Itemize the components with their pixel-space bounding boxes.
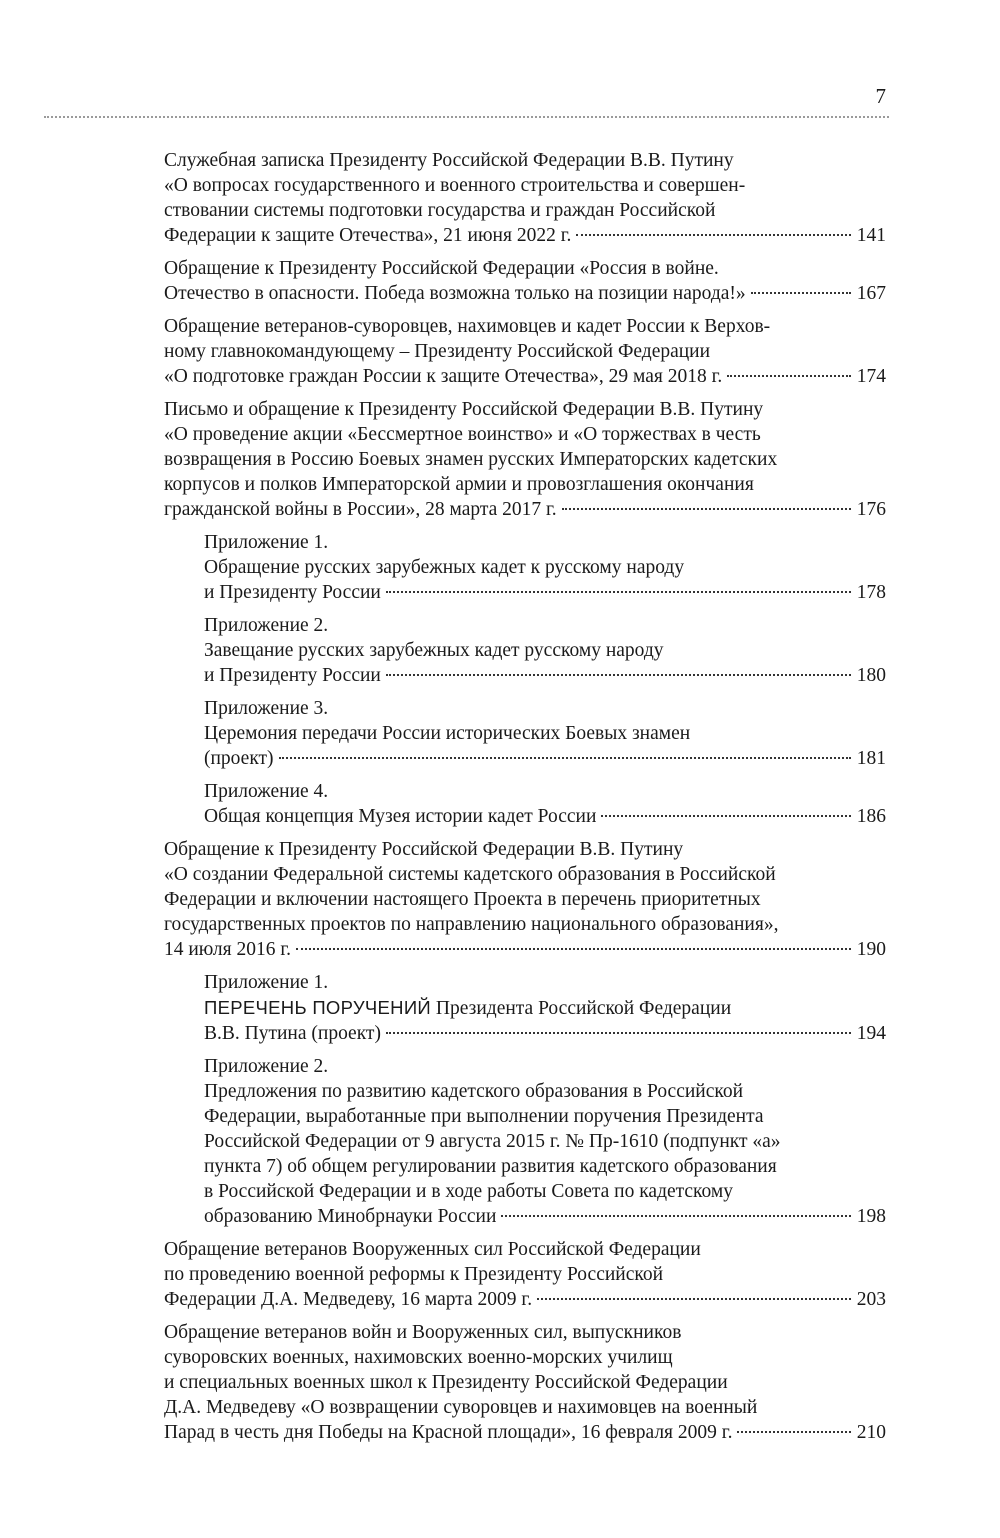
- toc-entry[interactable]: [164, 397, 886, 522]
- entry-line: Обращение русских зарубежных кадет к русскому народу: [204, 557, 685, 578]
- toc-subentry[interactable]: [204, 779, 886, 829]
- toc-entry[interactable]: [164, 837, 886, 962]
- entry-line: Общая концепция Музея истории кадет России: [204, 806, 597, 827]
- entry-last-line: [204, 663, 886, 688]
- dot-leader: [386, 1032, 851, 1034]
- entry-line: в Российской Федерации и в ходе работы Совета по кадетскому: [204, 1181, 734, 1202]
- dot-leader: [296, 948, 851, 950]
- entry-line: Служебная записка Президенту Российской Федерации В.В. Путину: [164, 150, 734, 171]
- entry-line: Предложения по развитию кадетского образования в Российской: [204, 1081, 744, 1102]
- emphasized-title: ПЕРЕЧЕНЬ ПОРУЧЕНИЙ: [204, 997, 432, 1018]
- page-ref: 141: [856, 225, 886, 246]
- page-ref: 210: [856, 1422, 886, 1443]
- dot-leader: [727, 375, 850, 377]
- page-ref: 180: [856, 665, 886, 686]
- entry-line: Обращение ветеранов Вооруженных сил Российской Федерации: [164, 1239, 701, 1260]
- entry-line: Приложение 3.: [204, 698, 329, 719]
- entry-line: Д.А. Медведеву «О возвращении суворовцев и нахимовцев на военный: [164, 1397, 758, 1418]
- toc-subentry[interactable]: [204, 970, 886, 1046]
- entry-last-line: [164, 1287, 886, 1312]
- toc-entry[interactable]: [164, 1237, 886, 1312]
- entry-last-line: [164, 364, 886, 389]
- table-of-contents: [164, 148, 886, 1453]
- entry-line: Российской Федерации от 9 августа 2015 г. № Пр-1610 (подпункт «а»: [204, 1131, 781, 1152]
- entry-last-line: [204, 1021, 886, 1046]
- dot-leader: [576, 234, 850, 236]
- entry-last-line: [164, 281, 886, 306]
- page-ref: 194: [856, 1023, 886, 1044]
- dot-leader: [737, 1431, 850, 1433]
- page-ref: 190: [856, 939, 886, 960]
- entry-line: Отечество в опасности. Победа возможна только на позиции народа!»: [164, 283, 746, 304]
- entry-last-line: [164, 497, 886, 522]
- toc-subentry[interactable]: [204, 530, 886, 605]
- page-ref: 181: [856, 748, 886, 769]
- entry-line: пункта 7) об общем регулировании развития кадетского образования: [204, 1156, 777, 1177]
- entry-line: Приложение 1.: [204, 972, 329, 993]
- entry-line: ствовании системы подготовки государства и граждан Российской: [164, 200, 716, 221]
- toc-entry[interactable]: [164, 314, 886, 389]
- entry-line: «О подготовке граждан России к защите Отечества», 29 мая 2018 г.: [164, 366, 723, 387]
- entry-line: государственных проектов по направлению национального образования»,: [164, 914, 779, 935]
- toc-subentry[interactable]: [204, 1054, 886, 1229]
- entry-line: В.В. Путина (проект): [204, 1023, 381, 1044]
- toc-entry[interactable]: [164, 1320, 886, 1445]
- entry-last-line: [164, 223, 886, 248]
- entry-line: 14 июля 2016 г.: [164, 939, 292, 960]
- entry-line: корпусов и полков Императорской армии и провозглашения окончания: [164, 474, 754, 495]
- entry-last-line: [164, 937, 886, 962]
- entry-line: Обращение ветеранов-суворовцев, нахимовцев и кадет России к Верхов-: [164, 316, 771, 337]
- page-ref: 198: [856, 1206, 886, 1227]
- dot-leader: [386, 674, 851, 676]
- page-ref: 174: [856, 366, 886, 387]
- entry-line: Парад в честь дня Победы на Красной площади», 16 февраля 2009 г.: [164, 1422, 733, 1443]
- entry-line: [204, 995, 886, 1021]
- entry-line: «О вопросах государственного и военного строительства и совершен-: [164, 175, 746, 196]
- entry-line: возвращения в Россию Боевых знамен русских Императорских кадетских: [164, 449, 778, 470]
- page-ref: 178: [856, 582, 886, 603]
- entry-line: Федерации, выработанные при выполнении поручения Президента: [204, 1106, 764, 1127]
- toc-entry[interactable]: [164, 148, 886, 248]
- entry-line: Приложение 2.: [204, 615, 329, 636]
- entry-line: Приложение 2.: [204, 1056, 329, 1077]
- toc-entry[interactable]: [164, 256, 886, 306]
- entry-line: Обращение ветеранов войн и Вооруженных сил, выпускников: [164, 1322, 682, 1343]
- dot-leader: [562, 508, 851, 510]
- entry-last-line: [204, 804, 886, 829]
- entry-line-rest: Президента Российской Федерации: [431, 998, 732, 1019]
- page-ref: 203: [856, 1289, 886, 1310]
- entry-last-line: [204, 1204, 886, 1229]
- entry-line: Приложение 4.: [204, 781, 329, 802]
- entry-line: Письмо и обращение к Президенту Российской Федерации В.В. Путину: [164, 399, 764, 420]
- entry-line: суворовских военных, нахимовских военно-морских училищ: [164, 1347, 673, 1368]
- entry-line: (проект): [204, 748, 274, 769]
- entry-line: по проведению военной реформы к Президенту Российской: [164, 1264, 664, 1285]
- header-rule: [44, 116, 889, 118]
- entry-line: Федерации и включении настоящего Проекта в перечень приоритетных: [164, 889, 761, 910]
- entry-line: и Президенту России: [204, 665, 381, 686]
- page-ref: 167: [856, 283, 886, 304]
- entry-line: Федерации Д.А. Медведеву, 16 марта 2009 г.: [164, 1289, 533, 1310]
- dot-leader: [501, 1215, 850, 1217]
- entry-line: ному главнокомандующему – Президенту Российской Федерации: [164, 341, 711, 362]
- entry-line: и специальных военных школ к Президенту Российской Федерации: [164, 1372, 728, 1393]
- dot-leader: [751, 292, 851, 294]
- entry-last-line: [204, 580, 886, 605]
- entry-line: гражданской войны в России», 28 марта 2017 г.: [164, 499, 557, 520]
- entry-line: «О создании Федеральной системы кадетского образования в Российской: [164, 864, 776, 885]
- dot-leader: [279, 757, 851, 759]
- toc-subentry[interactable]: [204, 696, 886, 771]
- toc-subentry[interactable]: [204, 613, 886, 688]
- entry-line: Завещание русских зарубежных кадет русскому народу: [204, 640, 664, 661]
- entry-line: Федерации к защите Отечества», 21 июня 2022 г.: [164, 225, 572, 246]
- page-ref: 186: [856, 806, 886, 827]
- entry-line: Обращение к Президенту Российской Федерации В.В. Путину: [164, 839, 684, 860]
- entry-last-line: [204, 746, 886, 771]
- page-number: 7: [875, 84, 886, 108]
- entry-line: Церемония передачи России исторических Боевых знамен: [204, 723, 691, 744]
- entry-last-line: [164, 1420, 886, 1445]
- dot-leader: [601, 815, 850, 817]
- entry-line: «О проведение акции «Бессмертное воинство» и «О торжествах в честь: [164, 424, 761, 445]
- page-ref: 176: [856, 499, 886, 520]
- entry-line: Обращение к Президенту Российской Федерации «Россия в войне.: [164, 258, 719, 279]
- dot-leader: [386, 591, 851, 593]
- entry-line: и Президенту России: [204, 582, 381, 603]
- dot-leader: [537, 1298, 851, 1300]
- entry-line: образованию Минобрнауки России: [204, 1206, 497, 1227]
- entry-line: Приложение 1.: [204, 532, 329, 553]
